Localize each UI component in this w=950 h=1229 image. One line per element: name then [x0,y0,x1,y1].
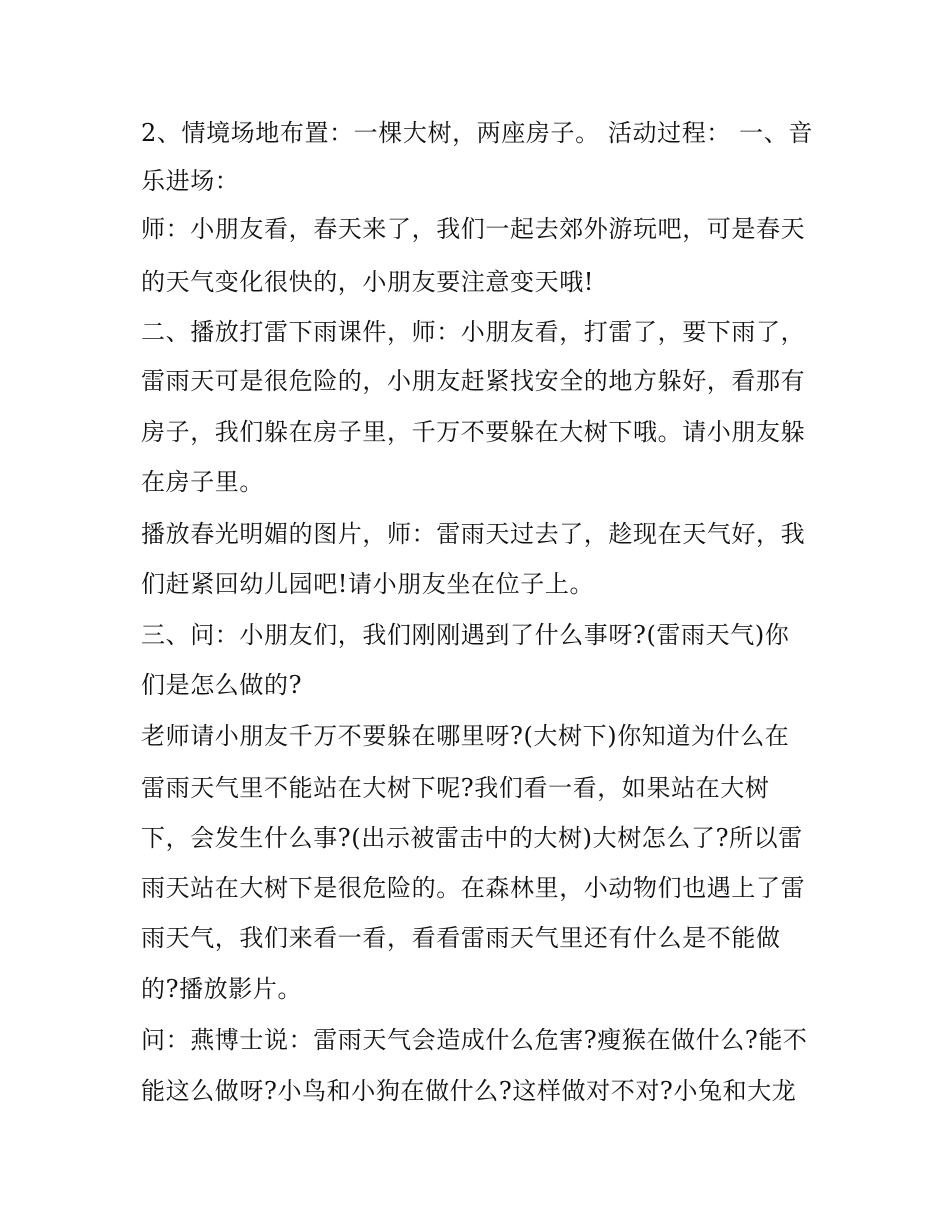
text-line: 2、情境场地布置：一棵大树，两座房子。 活动过程： 一、音 [141,119,813,147]
text-line: 的?播放影片。 [141,975,303,1003]
text-line: 下，会发生什么事?(出示被雷击中的大树)大树怎么了?所以雷 [141,824,803,852]
text-line: 播放春光明媚的图片，师：雷雨天过去了，趁现在天气好，我 [141,520,806,548]
text-line: 雷雨天可是很危险的，小朋友赶紧找安全的地方躲好，看那有 [141,367,806,395]
text-line: 雷雨天气里不能站在大树下呢?我们看一看，如果站在大树 [141,774,770,802]
text-line: 房子，我们躲在房子里，千万不要躲在大树下哦。请小朋友躲 [141,418,806,446]
text-line: 雨天站在大树下是很危险的。在森林里，小动物们也遇上了雷 [141,874,806,902]
text-line: 老师请小朋友千万不要躲在哪里呀?(大树下)你知道为什么在 [141,722,790,750]
text-line: 们赶紧回幼儿园吧!请小朋友坐在位子上。 [141,570,595,598]
text-line: 能这么做呀?小鸟和小狗在做什么?这样做对不对?小兔和大龙 [141,1077,797,1105]
text-line: 们是怎么做的? [141,671,303,699]
text-line: 问：燕博士说：雷雨天气会造成什么危害?瘦猴在做什么?能不 [141,1026,808,1054]
text-line: 三、问：小朋友们，我们刚刚遇到了什么事呀?(雷雨天气)你 [141,621,790,649]
text-line: 师：小朋友看，春天来了，我们一起去郊外游玩吧，可是春天 [141,215,806,243]
text-line: 二、播放打雷下雨课件，师：小朋友看，打雷了，要下雨了， [141,318,806,346]
text-line: 在房子里。 [141,468,264,496]
text-line: 乐进场： [141,167,240,195]
text-line: 的天气变化很快的，小朋友要注意变天哦! [141,268,595,296]
text-line: 雨天气，我们来看一看，看看雷雨天气里还有什么是不能做 [141,924,781,952]
